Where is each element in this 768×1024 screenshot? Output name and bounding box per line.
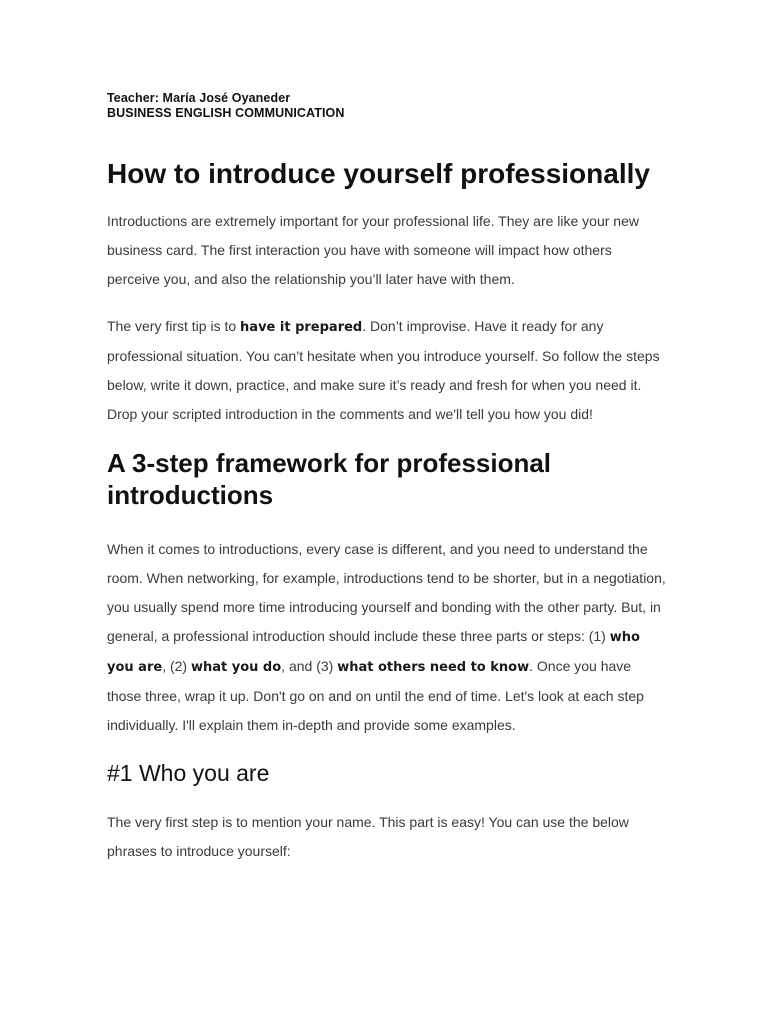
step1-paragraph: The very first step is to mention your name. This part is easy! You can use the below phrases to introduce yourself: [107, 814, 629, 859]
framework-bold-what-you-do: what you do [190, 660, 282, 675]
framework-bold-what-others-need: what others need to know [337, 660, 530, 675]
page-title: How to introduce yourself professionally [107, 158, 650, 189]
document-page [107, 91, 667, 866]
step1-heading: #1 Who you are [107, 760, 270, 786]
framework-bold-who-you-are: who you are [107, 630, 640, 675]
framework-text-before: When it comes to introductions, every case is different, and you need to understand the room. When networking, for example, introductions tend to be shorter, but in a negotiation, you usually spend more time introducing yourself and bonding with the other party. But, in general, a professional introduction should include these three parts or steps: (1) [107, 541, 666, 644]
intro-p2-bold: have it prepared [240, 320, 363, 335]
intro-p2-text-after: . Don’t improvise. Have it ready for any professional situation. You can’t hesitate when you introduce yourself. So follow the steps below, write it down, practice, and make sure it’s ready and fresh for when you need it. Drop your scripted introduction in the comments and we'll tell you how you did! [107, 318, 660, 422]
intro-paragraph-1: Introductions are extremely important for your professional life. They are like your new business card. The first interaction you have with someone will impact how others perceive you, and also the relationship you’ll later have with them. [107, 213, 639, 287]
framework-paragraph [107, 535, 667, 740]
framework-heading: A 3-step framework for professional introductions [107, 448, 552, 510]
teacher-name: Teacher: María José Oyaneder [107, 91, 291, 105]
framework-text-after: . Once you have those three, wrap it up. Don't go on and on until the end of time. Let's look at each step individually. I'll explain them in-depth and provide some examples. [107, 658, 644, 733]
framework-text-mid2: , and (3) [281, 658, 338, 674]
framework-text-mid1: , (2) [162, 658, 191, 674]
intro-paragraph-2 [107, 312, 667, 429]
course-name: BUSINESS ENGLISH COMMUNICATION [107, 106, 345, 120]
intro-p2-text-before: The very first tip is to [107, 318, 241, 334]
